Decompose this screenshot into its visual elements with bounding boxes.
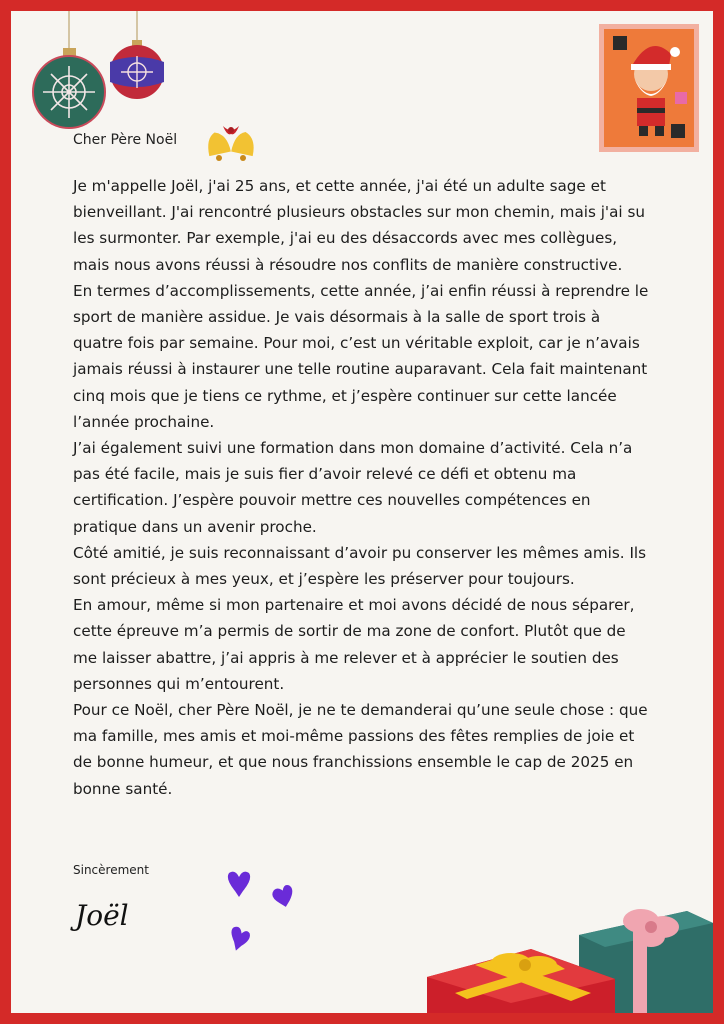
ornament-red-icon bbox=[107, 11, 167, 110]
santa-stamp-icon bbox=[599, 24, 699, 152]
paragraph: J’ai également suivi une formation dans mon domaine d’activité. Cela n’a pas été facile, mais je suis fier d’avoir relevé ce défi et obtenu ma certification. J’espère pouvoir mettre ces nouvelles compétences en pratique dans un avenir proche. bbox=[73, 439, 633, 536]
closing: Sincèrement bbox=[73, 863, 149, 877]
paragraph: En amour, même si mon partenaire et moi avons décidé de nous séparer, cette épreuve m’a permis de sortir de ma zone de confort. Plutôt que de me laisser abattre, j’ai appris à me relever et à apprécier le soutien des personnes qui m’entourent. bbox=[73, 596, 635, 693]
signature: Joël bbox=[75, 899, 129, 932]
paragraph: Côté amitié, je suis reconnaissant d’avoir pu conserver les mêmes amis. Ils sont précieux à mes yeux, et j’espère les préserver pour toujours. bbox=[73, 543, 647, 589]
letter-body bbox=[73, 173, 651, 802]
greeting: Cher Père Noël bbox=[73, 132, 178, 148]
gift-boxes-icon bbox=[415, 893, 713, 1013]
paragraph: En termes d’accomplissements, cette année, j’ai enfin réussi à reprendre le sport de manière assidue. Je vais désormais à la salle de sport trois à quatre fois par semaine. Pour moi, c’est un véritable exploit, car je n’avais jamais réussi à instaurer une telle routine auparavant. Cela fait maintenant cinq mois que je tiens ce rythme, et j’espère continuer sur cette lancée l’année prochaine. bbox=[73, 281, 649, 431]
hearts-icon bbox=[215, 861, 315, 961]
paragraph: Je m'appelle Joël, j'ai 25 ans, et cette année, j'ai été un adulte sage et bienveillant. J'ai rencontré plusieurs obstacles sur mon chemin, mais j'ai su les surmonter. Par exemple, j'ai eu des désaccords avec mes collègues, mais nous avons réussi à résoudre nos conflits de manière constructive. bbox=[73, 177, 646, 274]
bells-icon bbox=[203, 120, 259, 166]
ornament-green-icon bbox=[21, 11, 111, 130]
letter-page bbox=[11, 11, 713, 1013]
paragraph: Pour ce Noël, cher Père Noël, je ne te demanderai qu’une seule chose : que ma famille, mes amis et moi-même passions des fêtes remplies de joie et de bonne humeur, et que nous franchissions ensemble le cap de 2025 en bonne santé. bbox=[73, 701, 648, 798]
